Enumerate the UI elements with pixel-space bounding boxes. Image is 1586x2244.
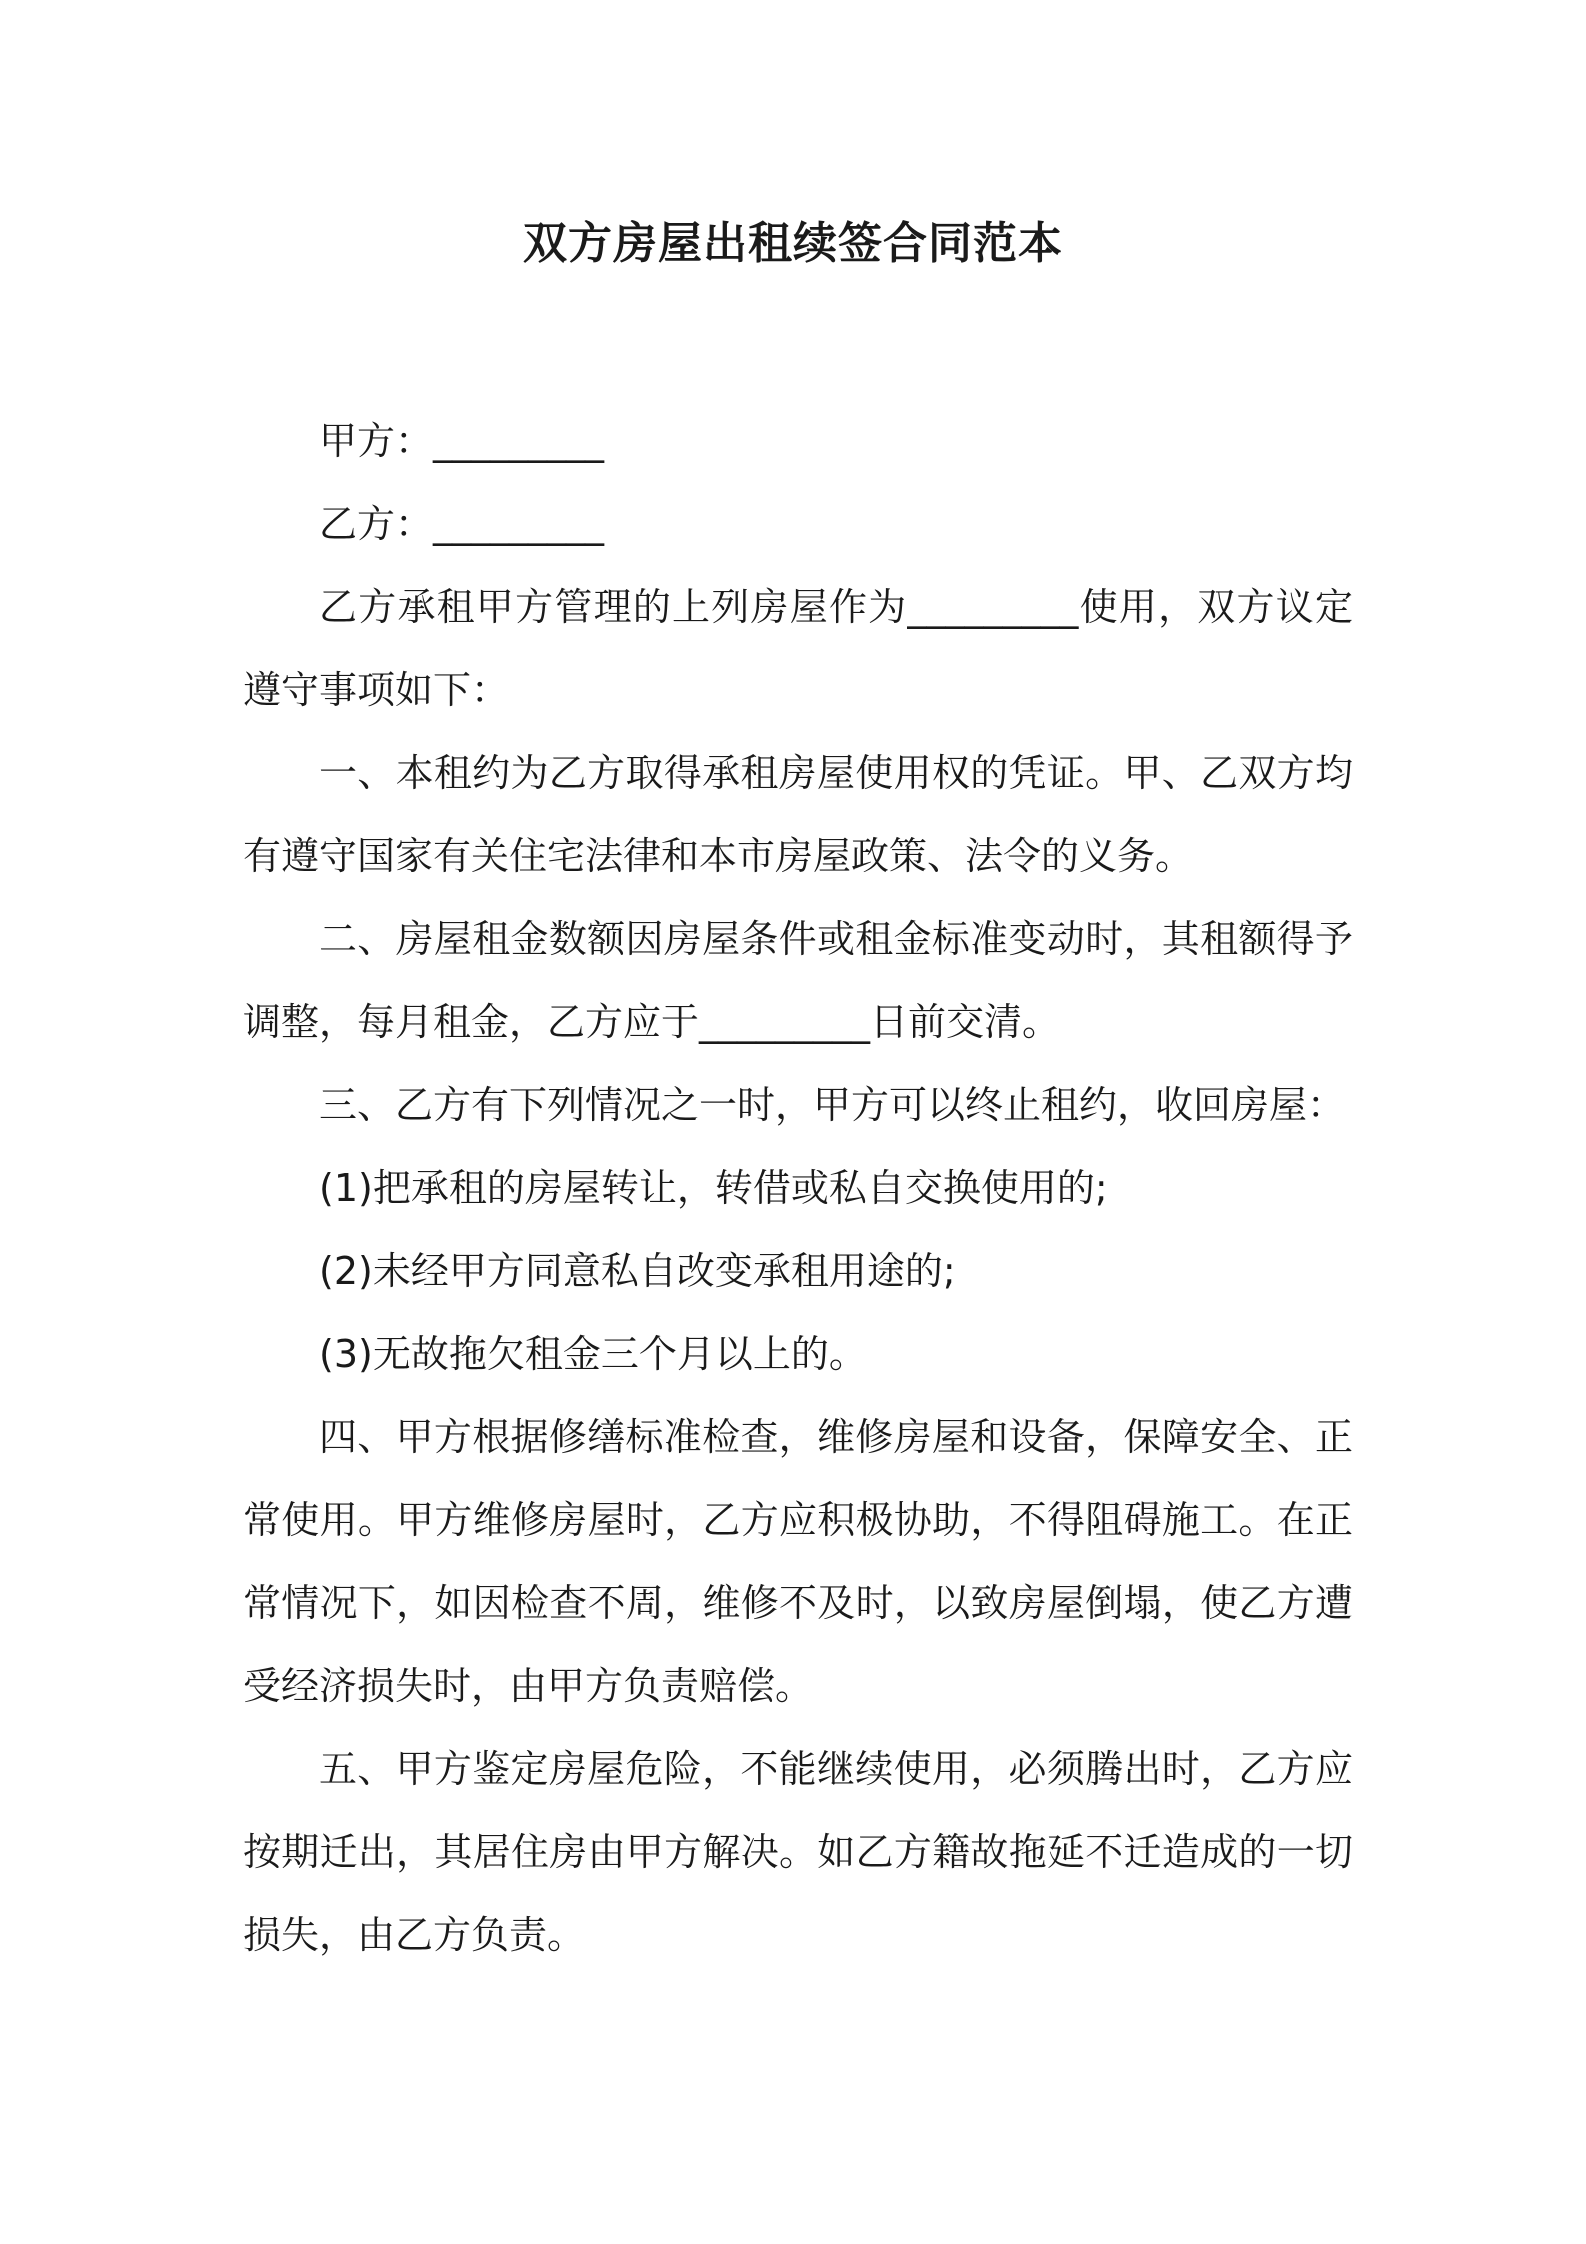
clause-1: 一、本租约为乙方取得承租房屋使用权的凭证。甲、乙双方均有遵守国家有关住宅法律和本市房屋政策、法令的义务。 xyxy=(243,751,1353,878)
clause-2: 二、房屋租金数额因房屋条件或租金标准变动时，其租额得予调整，每月租金，乙方应于_________日前交清。 xyxy=(243,917,1353,1044)
clause-4: 四、甲方根据修缮标准检查，维修房屋和设备，保障安全、正常使用。甲方维修房屋时，乙方应积极协助，不得阻碍施工。在正常情况下，如因检查不周，维修不及时，以致房屋倒塌，使乙方遭受经济损失时，由甲方负责赔偿。 xyxy=(243,1415,1353,1708)
intro-paragraph: 乙方承租甲方管理的上列房屋作为_________使用，双方议定遵守事项如下： xyxy=(243,585,1353,712)
clause-3-item-2: (2)未经甲方同意私自改变承租用途的; xyxy=(319,1249,956,1293)
party-b-line: 乙方：_________ xyxy=(319,502,605,546)
party-a-line: 甲方：_________ xyxy=(319,419,605,463)
document-title: 双方房屋出租续签合同范本 xyxy=(523,218,1063,269)
clause-3-item-3: (3)无故拖欠租金三个月以上的。 xyxy=(319,1332,867,1376)
clause-3-item-1: (1)把承租的房屋转让，转借或私自交换使用的; xyxy=(319,1166,1108,1210)
clause-5: 五、甲方鉴定房屋危险，不能继续使用，必须腾出时，乙方应按期迁出，其居住房由甲方解决。如乙方籍故拖延不迁造成的一切损失，由乙方负责。 xyxy=(243,1747,1353,1957)
document-body xyxy=(243,400,1353,1977)
clause-3: 三、乙方有下列情况之一时，甲方可以终止租约，收回房屋： xyxy=(319,1083,1346,1127)
